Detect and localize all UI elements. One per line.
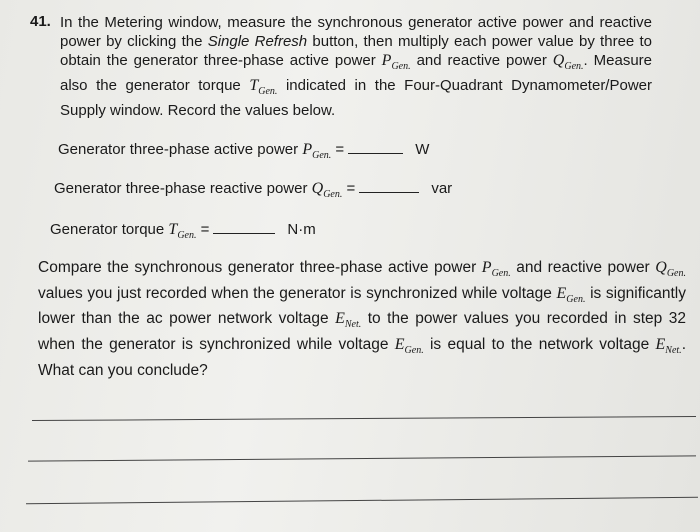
symbol-p-gen: $P_{Gen.}$ <box>481 259 511 280</box>
compare-question: Compare the synchronous generator three-phase active power $P_{Gen.}$ and reactive power $Q_{Gen.}$ values you just recorded when the generator is synchronized while voltage $E_{Gen.}$ is significantly lower than the ac power network voltage $E_{Net.}$ to the power values you recorded in step 32 when the generator is synchronized while voltage $E_{Gen.}$ is equal to the network voltage $E_{Net.}$. What can you conclude? <box>38 259 686 379</box>
symbol-p-gen: $P_{Gen.}$ <box>381 52 411 73</box>
field-label: Generator torque <box>50 221 169 238</box>
symbol-e-net: $E_{Net.}$ <box>335 310 362 331</box>
symbol-q-gen: $Q_{Gen.}$ <box>655 259 686 280</box>
field-label: Generator three-phase active power <box>58 141 303 158</box>
unit-label: var <box>431 180 453 197</box>
field-torque: Generator torque $T_{Gen.} = N\cdot m$ <box>50 221 316 242</box>
single-refresh-button-reference: Single Refresh <box>207 33 308 50</box>
symbol-e-gen: $E_{Gen.}$ <box>394 336 424 357</box>
symbol-t-gen: $T_{Gen.}$ <box>168 221 197 242</box>
unit-label: W <box>415 141 430 158</box>
field-active-power: Generator three-phase active power $P_{Gen.} = W$ <box>58 141 430 162</box>
symbol-p-gen: $P_{Gen.}$ <box>302 141 332 162</box>
answer-line[interactable] <box>26 497 698 504</box>
symbol-e-net: $E_{Net.}$ <box>655 336 682 357</box>
torque-blank[interactable] <box>213 219 275 234</box>
unit-label: N·m <box>287 221 316 238</box>
question-instructions: In the Metering window, measure the synchronous generator active power and reactive power by clicking the Single Refresh button, then multiply each power value by three to obtain the generator three-phase active power $P_{Gen.}$ and reactive power $Q_{Gen.}$. Measure also the generator torque $T_{Gen.}$ indicated in the Four-Quadrant Dynamometer/Power Supply window. Record the values below. <box>60 14 652 120</box>
answer-line[interactable] <box>28 455 696 461</box>
field-label: Generator three-phase reactive power <box>54 180 312 197</box>
reactive-power-blank[interactable] <box>359 178 419 193</box>
active-power-blank[interactable] <box>348 139 403 154</box>
answer-line[interactable] <box>32 416 696 421</box>
symbol-q-gen: $Q_{Gen.}$ <box>552 52 584 73</box>
question-number: 41. <box>30 13 51 30</box>
symbol-t-gen: $T_{Gen.}$ <box>249 77 278 98</box>
symbol-e-gen: $E_{Gen.}$ <box>556 284 586 305</box>
field-reactive-power: Generator three-phase reactive power $Q_{Gen.}$ = var <box>54 180 453 201</box>
symbol-q-gen: $Q_{Gen.}$ <box>311 180 343 201</box>
